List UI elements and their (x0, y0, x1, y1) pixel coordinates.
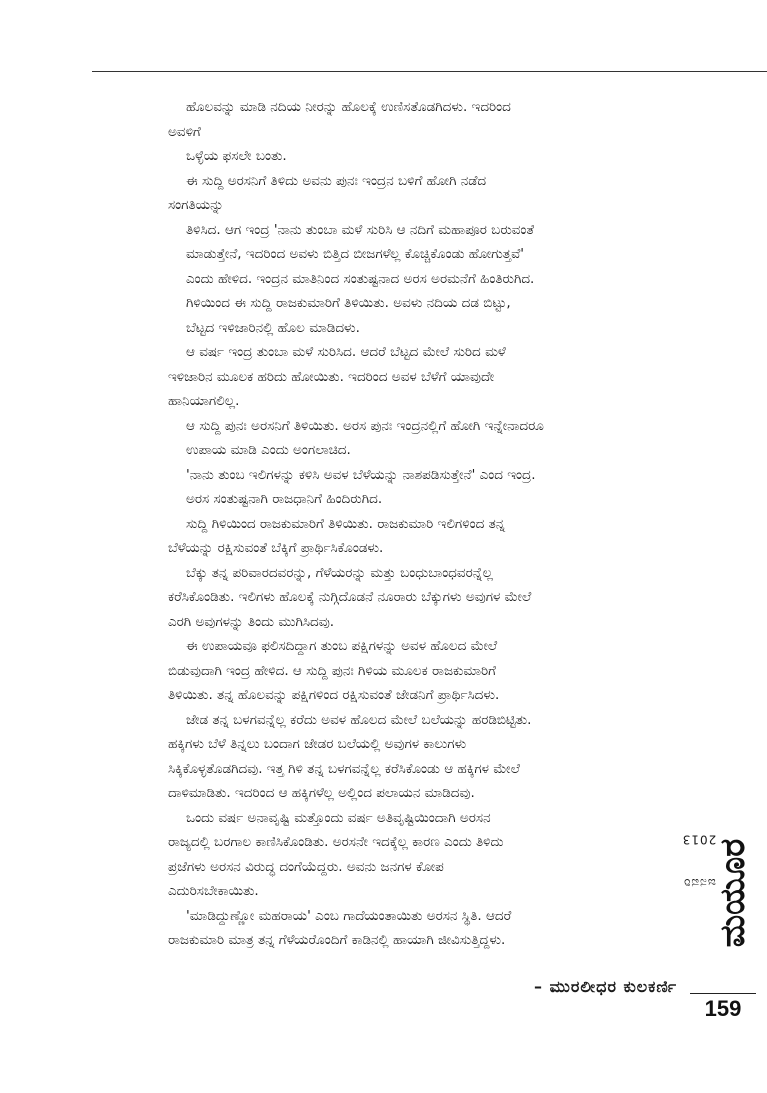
text-line: ಎರಗಿ ಅವುಗಳನ್ನು ತಿಂದು ಮುಗಿಸಿದವು. (168, 613, 335, 630)
magazine-name: ಮಯೂರ (713, 838, 753, 947)
page-number: 159 (704, 996, 742, 1021)
text-line: ಸಿಕ್ಕಿಕೊಳ್ಳತೊಡಗಿದವು. ಇತ್ತ ಗಿಳಿ ತನ್ನ ಬಳಗವನ್ನೆಲ್ಲ ಕರೆಸಿಕೊಂಡು ಆ ಹಕ್ಕಿಗಳ ಮೇಲೆ (168, 760, 520, 777)
author-signature: – ಮುರಲೀಧರ ಕುಲಕರ್ಣಿ (534, 977, 677, 996)
text-line: ಅವಳಿಗೆ (168, 123, 201, 140)
text-line: ಬಿಡುವುದಾಗಿ ಇಂದ್ರ ಹೇಳಿದ. ಆ ಸುದ್ದಿ ಪುನಃ ಗಿಳಿಯ ಮೂಲಕ ರಾಜಕುಮಾರಿಗೆ (168, 662, 496, 679)
article-body (168, 95, 683, 953)
text-line: ಮಾಡುತ್ತೇನೆ, ಇದರಿಂದ ಅವಳು ಬಿತ್ತಿದ ಬೀಜಗಳೆಲ್ಲ ಕೊಚ್ಚಿಕೊಂಡು ಹೋಗುತ್ತವೆ' (186, 246, 524, 262)
text-line: ಜೇಡ ತನ್ನ ಬಳಗವನ್ನೆಲ್ಲ ಕರೆದು ಅವಳ ಹೊಲದ ಮೇಲೆ ಬಲೆಯನ್ನು ಹರಡಿಬಿಟ್ಟಿತು. (186, 711, 532, 728)
text-line: ದಾಳಿಮಾಡಿತು. ಇದರಿಂದ ಆ ಹಕ್ಕಿಗಳೆಲ್ಲ ಅಲ್ಲಿಂದ ಪಲಾಯನ ಮಾಡಿದವು. (168, 785, 475, 801)
text-line: ಗಿಳಿಯಿಂದ ಈ ಸುದ್ದಿ ರಾಜಕುಮಾರಿಗೆ ತಿಳಿಯಿತು. ಅವಳು ನದಿಯ ದಡ ಬಿಟ್ಟು, (186, 295, 511, 311)
issue-month: ಜನವರಿ (682, 875, 716, 890)
text-line: ಇಳಿಜಾರಿನ ಮೂಲಕ ಹರಿದು ಹೋಯಿತು. ಇದರಿಂದ ಅವಳ ಬೆಳೆಗೆ ಯಾವುದೇ (168, 368, 495, 385)
text-line: ಕರೆಸಿಕೊಂಡಿತು. ಇಲಿಗಳು ಹೊಲಕ್ಕೆ ನುಗ್ಗಿದೊಡನೆ ನೂರಾರು ಬೆಕ್ಕುಗಳು ಅವುಗಳ ಮೇಲೆ (168, 589, 532, 605)
text-line: ಈ ಉಪಾಯವೂ ಫಲಿಸದಿದ್ದಾಗ ತುಂಬ ಪಕ್ಷಿಗಳನ್ನು ಅವಳ ಹೊಲದ ಮೇಲೆ (186, 638, 498, 654)
text-line: ಎಂದು ಹೇಳಿದ. ಇಂದ್ರನ ಮಾತಿನಿಂದ ಸಂತುಷ್ಟನಾದ ಅರಸ ಅರಮನೆಗೆ ಹಿಂತಿರುಗಿದ. (186, 270, 535, 287)
text-line: 'ನಾನು ತುಂಬ ಇಲಿಗಳನ್ನು ಕಳಿಸಿ ಅವಳ ಬೆಳೆಯನ್ನು ನಾಶಪಡಿಸುತ್ತೇನೆ' ಎಂದ ಇಂದ್ರ. (186, 466, 536, 483)
text-line: ಎದುರಿಸಬೇಕಾಯಿತು. (168, 883, 259, 899)
text-line: ಒಳ್ಳೆಯ ಫಸಲೇ ಬಂತು. (186, 148, 287, 164)
text-line: ಬೆಟ್ಟದ ಇಳಿಜಾರಿನಲ್ಲಿ ಹೊಲ ಮಾಡಿದಳು. (186, 319, 360, 336)
text-line: ಹಕ್ಕಿಗಳು ಬೆಳೆ ತಿನ್ನಲು ಬಂದಾಗ ಜೇಡರ ಬಲೆಯಲ್ಲಿ ಅವುಗಳ ಕಾಲುಗಳು (168, 736, 467, 752)
issue-year: 2013 (681, 831, 716, 846)
text-line: ಅರಸ ಸಂತುಷ್ಟನಾಗಿ ರಾಜಧಾನಿಗೆ ಹಿಂದಿರುಗಿದ. (186, 491, 383, 507)
text-line: ಉಪಾಯ ಮಾಡಿ ಎಂದು ಅಂಗಲಾಚಿದ. (186, 442, 351, 458)
magazine-logo (714, 795, 752, 990)
text-line: ಪ್ರಜೆಗಳು ಅರಸನ ವಿರುದ್ಧ ದಂಗೆಯೆದ್ದರು. ಅವನು ಜನಗಳ ಕೋಪ (168, 858, 444, 875)
issue-date (681, 795, 716, 925)
text-line: ಹಾನಿಯಾಗಲಿಲ್ಲ. (168, 393, 240, 409)
text-line: ಈ ಸುದ್ದಿ ಅರಸನಿಗೆ ತಿಳಿದು ಅವನು ಪುನಃ ಇಂದ್ರನ ಬಳಿಗೆ ಹೋಗಿ ನಡೆದ (186, 172, 487, 189)
text-line: 'ಮಾಡಿದ್ದುಣ್ಣೋ ಮಹರಾಯ' ಎಂಬ ಗಾದೆಯಂತಾಯಿತು ಅರಸನ ಸ್ಥಿತಿ. ಆದರೆ (186, 907, 512, 924)
text-line: ಬೆಕ್ಕು ತನ್ನ ಪರಿವಾರದವರನ್ನು, ಗೆಳೆಯರನ್ನು ಮತ್ತು ಬಂಧುಬಾಂಧವರನ್ನೆಲ್ಲ (186, 564, 493, 581)
page-number-rule (690, 993, 756, 994)
text-line: ಸುದ್ದಿ ಗಿಳಿಯಿಂದ ರಾಜಕುಮಾರಿಗೆ ತಿಳಿಯಿತು. ರಾಜಕುಮಾರಿ ಇಲಿಗಳಿಂದ ತನ್ನ (186, 515, 506, 532)
text-line: ಆ ವರ್ಷ ಇಂದ್ರ ತುಂಬಾ ಮಳೆ ಸುರಿಸಿದ. ಆದರೆ ಬೆಟ್ಟದ ಮೇಲೆ ಸುರಿದ ಮಳೆ (186, 344, 506, 360)
text-line: ಸಂಗತಿಯನ್ನು (168, 197, 224, 213)
text-line: ರಾಜಕುಮಾರಿ ಮಾತ್ರ ತನ್ನ ಗೆಳೆಯರೊಂದಿಗೆ ಕಾಡಿನಲ್ಲಿ ಹಾಯಾಗಿ ಜೀವಿಸುತ್ತಿದ್ದಳು. (168, 932, 506, 948)
text-line: ತಿಳಿಯಿತು. ತನ್ನ ಹೊಲವನ್ನು ಪಕ್ಷಿಗಳಿಂದ ರಕ್ಷಿಸುವಂತೆ ಜೇಡನಿಗೆ ಪ್ರಾರ್ಥಿಸಿದಳು. (168, 687, 500, 703)
text-line: ಬೆಳೆಯನ್ನು ರಕ್ಷಿಸುವಂತೆ ಬೆಕ್ಕಿಗೆ ಪ್ರಾರ್ಥಿಸಿಕೊಂಡಳು. (168, 540, 384, 556)
text-line: ಹೊಲವನ್ನು ಮಾಡಿ ನದಿಯ ನೀರನ್ನು ಹೊಲಕ್ಕೆ ಉಣಿಸತೊಡಗಿದಳು. ಇದರಿಂದ (186, 99, 511, 115)
text-line: ರಾಜ್ಯದಲ್ಲಿ ಬರಗಾಲ ಕಾಣಿಸಿಕೊಂಡಿತು. ಅರಸನೇ ಇದಕ್ಕೆಲ್ಲ ಕಾರಣ ಎಂದು ತಿಳಿದು (168, 834, 504, 850)
text-line: ಒಂದು ವರ್ಷ ಅನಾವೃಷ್ಟಿ ಮತ್ತೊಂದು ವರ್ಷ ಅತಿವೃಷ್ಟಿಯಿಂದಾಗಿ ಅರಸನ (186, 809, 491, 826)
text-line: ತಿಳಿಸಿದ. ಆಗ ಇಂದ್ರ 'ನಾನು ತುಂಬಾ ಮಳೆ ಸುರಿಸಿ ಆ ನದಿಗೆ ಮಹಾಪೂರ ಬರುವಂತೆ (186, 221, 535, 238)
header-rule (92, 71, 767, 72)
text-line: ಆ ಸುದ್ದಿ ಪುನಃ ಅರಸನಿಗೆ ತಿಳಿಯಿತು. ಅರಸ ಪುನಃ ಇಂದ್ರನಲ್ಲಿಗೆ ಹೋಗಿ ಇನ್ನೇನಾದರೂ (186, 417, 544, 434)
